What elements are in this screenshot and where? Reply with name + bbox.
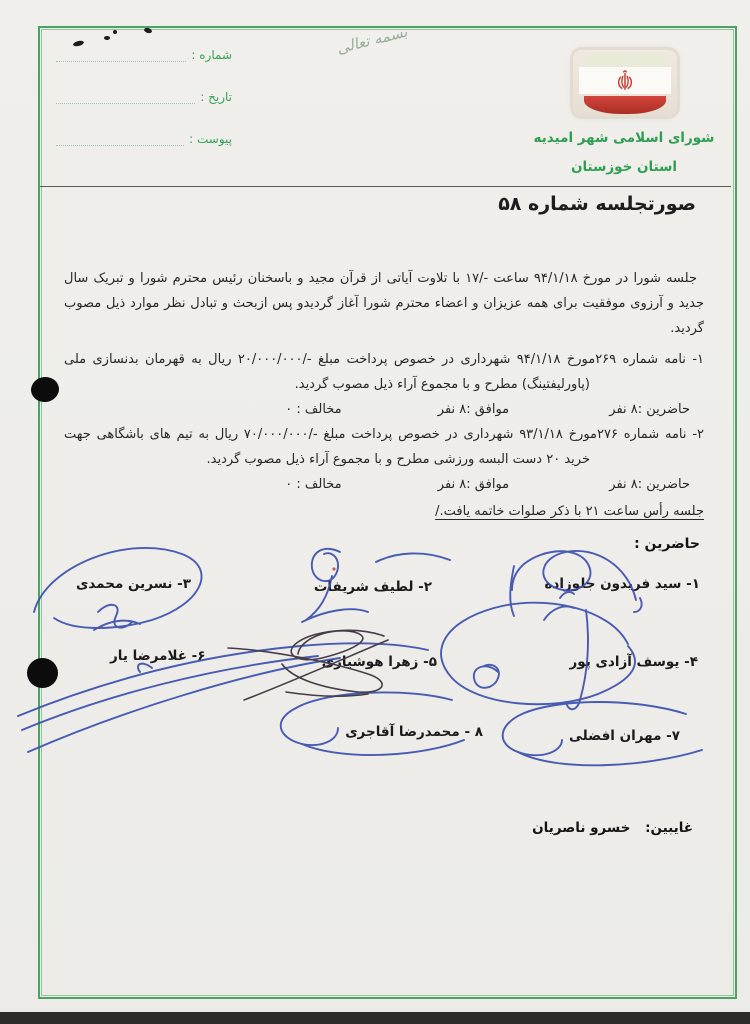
emblem-green-band bbox=[584, 54, 666, 66]
against-count: مخالف : ۰ bbox=[285, 477, 342, 492]
minutes-title: صورتجلسه شماره ۵۸ bbox=[498, 193, 696, 215]
closing-line: جلسه رأس ساعت ۲۱ با ذکر صلوات خاتمه یافت./ bbox=[435, 504, 704, 519]
emblem-white-band bbox=[579, 67, 671, 94]
resolution-1-line2: (پاورلیفتینگ) مطرح و با مجموع آراء ذیل مصوب گردید. bbox=[294, 377, 590, 392]
attendee-2: ۲- لطیف شریفات bbox=[313, 579, 432, 595]
organization-name-line1: شورای اسلامی شهر امیدیه bbox=[533, 130, 715, 146]
field-attachment bbox=[56, 132, 232, 146]
scan-edge-strip bbox=[0, 1012, 750, 1024]
attendees-heading: حاضرین : bbox=[634, 536, 700, 552]
organization-name-line2: استان خوزستان bbox=[570, 159, 678, 176]
iran-coat-of-arms-icon bbox=[614, 69, 636, 93]
field-number-dotted-line bbox=[56, 48, 186, 62]
absentee-name: خسرو ناصریان bbox=[532, 820, 631, 836]
resolution-1-line1: ۱- نامه شماره ۲۶۹مورخ ۹۴/۱/۱۸ شهرداری در خصوص پرداخت مبلغ -/۲۰/۰۰۰/۰۰۰ ریال به قهرمان بدنسازی ملی bbox=[64, 352, 705, 367]
attendee-8: ۸ - محمدرضا آقاجری bbox=[345, 724, 483, 740]
present-count: حاضرین :۸ نفر bbox=[609, 477, 690, 492]
attendee-1: ۱- سید فریدون جلوزاده bbox=[544, 576, 700, 592]
field-date bbox=[56, 90, 232, 104]
emblem-red-band bbox=[584, 96, 666, 114]
resolution-item-1 bbox=[64, 347, 704, 422]
intro-paragraph: جلسه شورا در مورخ ۹۴/۱/۱۸ ساعت -/۱۷ با تلاوت آیاتی از قرآن مجید و باسخنان رئیس محترم شورا و تبریک سال جدید و آرزوی موفقیت برای همه عزیزان و اعضاء محترم شورا آغاز گردیدو پس ازبحث و تبادل نظر موارد ذیل مصوب گردید. bbox=[64, 271, 704, 336]
organization-name bbox=[518, 124, 730, 182]
council-emblem-logo bbox=[573, 50, 677, 116]
punch-hole-bottom bbox=[27, 658, 58, 688]
resolution-2-line1: ۲- نامه شماره ۲۷۶مورخ ۹۳/۱/۱۸ شهرداری در خصوص پرداخت مبلغ -/۷۰/۰۰۰/۰۰۰ ریال به تیم های باشگاهی جهت bbox=[64, 427, 704, 442]
header-divider-line bbox=[40, 186, 731, 187]
field-number-label: شماره : bbox=[191, 48, 232, 62]
field-date-dotted-line bbox=[56, 90, 195, 104]
against-count: مخالف : ۰ bbox=[285, 402, 342, 417]
attendee-6: ۶- غلامرضا یار bbox=[110, 648, 206, 664]
absentees-line bbox=[532, 820, 693, 836]
field-attachment-label: پیوست : bbox=[189, 132, 232, 146]
ink-smudge bbox=[113, 30, 117, 34]
resolution-2-line2: خرید ۲۰ دست البسه ورزشی مطرح و با مجموع آراء ذیل مصوب گردید. bbox=[206, 452, 590, 467]
attendee-4: ۴- یوسف آزادی پور bbox=[569, 654, 698, 670]
bismillah-handwriting: بسمه تعالی bbox=[334, 22, 410, 58]
resolution-1-number: ۱- bbox=[692, 352, 705, 367]
agree-count: موافق :۸ نفر bbox=[437, 477, 510, 492]
resolution-2-number: ۲- bbox=[692, 427, 704, 442]
present-count: حاضرین :۸ نفر bbox=[609, 402, 690, 417]
resolution-2-votes bbox=[64, 472, 704, 497]
header-fields bbox=[56, 48, 232, 174]
minutes-body bbox=[64, 266, 704, 524]
ink-smudge bbox=[104, 36, 110, 40]
field-date-label: تاریخ : bbox=[200, 90, 232, 104]
attendee-3: ۳- نسرین محمدی bbox=[76, 576, 191, 592]
field-attachment-dotted-line bbox=[56, 132, 184, 146]
attendee-5: ۵- زهرا هوشیاری bbox=[321, 654, 437, 670]
field-number bbox=[56, 48, 232, 62]
resolution-item-2 bbox=[64, 422, 704, 497]
absentees-label: غایبین: bbox=[645, 820, 693, 836]
agree-count: موافق :۸ نفر bbox=[437, 402, 510, 417]
resolution-1-votes bbox=[64, 397, 704, 422]
attendee-7: ۷- مهران افضلی bbox=[568, 728, 680, 744]
